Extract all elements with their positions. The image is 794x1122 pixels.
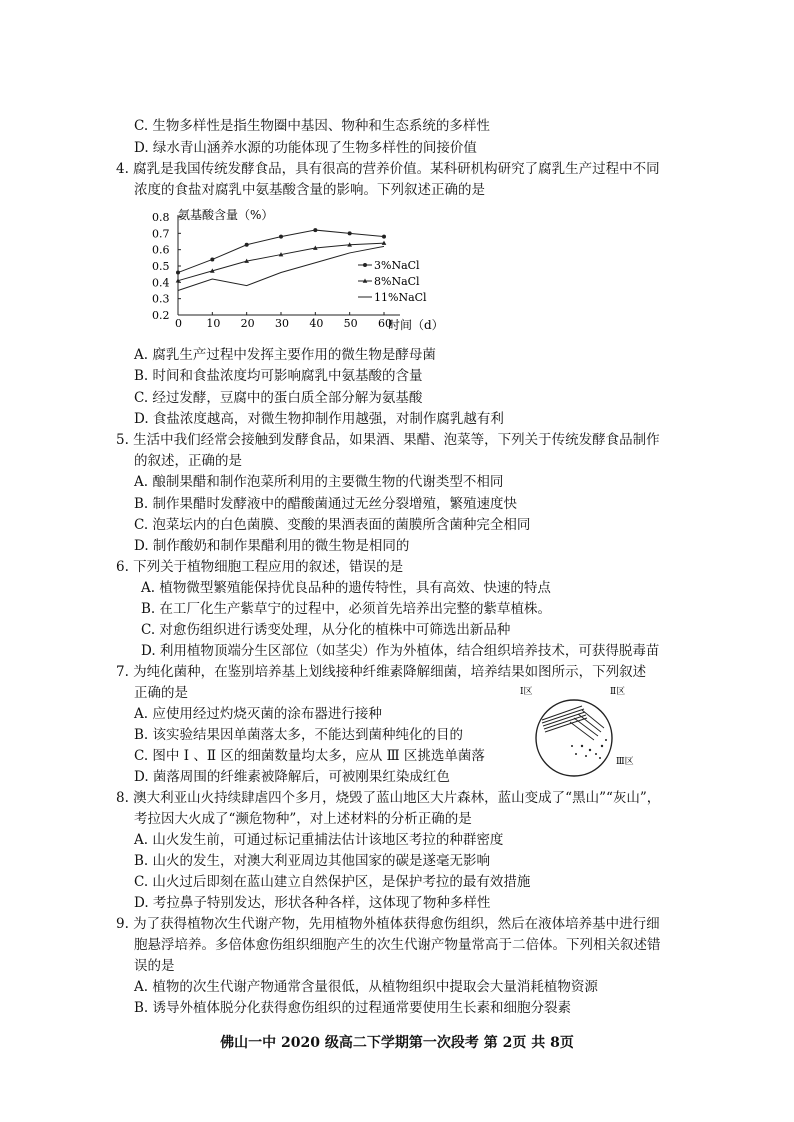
text-line: 7. 为纯化菌种，在鉴别培养基上划线接种纤维素降解细菌，培养结果如图所示，下列叙述 — [116, 664, 647, 680]
data-point — [279, 235, 283, 239]
text-line: 考拉因大火成了“濒危物种”，对上述材料的分析正确的是 — [134, 811, 472, 827]
chart-ylabel: 氨基酸含量（%） — [178, 208, 274, 222]
text-line: 9. 为了获得植物次生代谢产物，先用植物外植体获得愈伤组织，然后在液体培养基中进行细 — [116, 916, 660, 932]
data-point — [382, 235, 386, 239]
text-line: A. 山火发生前，可通过标记重捕法估计该地区考拉的种群密度 — [134, 832, 504, 848]
text-line: D. 考拉鼻子特别发达，形状各种各样，这体现了物种多样性 — [134, 895, 491, 911]
legend-label: 3%NaCl — [374, 259, 420, 272]
data-point — [210, 257, 214, 261]
series-line-1 — [178, 243, 384, 281]
data-point — [348, 231, 352, 235]
text-line: C. 山火过后即刻在蓝山建立自然保护区，是保护考拉的最有效措施 — [134, 874, 531, 890]
amino-acid-chart — [150, 205, 480, 335]
zone-label-2: Ⅱ区 — [610, 687, 626, 697]
legend-label: 8%NaCl — [374, 275, 420, 288]
x-tick-label: 50 — [343, 317, 358, 330]
text-line: C. 经过发酵，豆腐中的蛋白质全部分解为氨基酸 — [134, 390, 423, 406]
petri-dish-figure — [512, 684, 644, 780]
text-line: 浓度的食盐对腐乳中氨基酸含量的影响。下列叙述正确的是 — [134, 182, 485, 198]
text-line: B. 诱导外植体脱分化获得愈伤组织的过程通常要使用生长素和细胞分裂素 — [134, 1000, 572, 1016]
chart-xlabel: 时间（d） — [388, 318, 444, 332]
y-tick-label: 0.2 — [152, 309, 170, 322]
text-line: C. 对愈伤组织进行诱变处理，从分化的植株中可筛选出新品种 — [141, 622, 511, 638]
dish-outline — [536, 700, 612, 776]
text-line: A. 应使用经过灼烧灭菌的涂布器进行接种 — [134, 706, 382, 722]
text-line: 正确的是 — [134, 685, 188, 701]
text-line: 胞悬浮培养。多倍体愈伤组织细胞产生的次生代谢产物量常高于二倍体。下列相关叙述错 — [134, 937, 661, 953]
x-tick-label: 0 — [175, 317, 182, 330]
text-line: 8. 澳大利亚山火持续肆虐四个多月，烧毁了蓝山地区大片森林，蓝山变成了“黑山”“灰山”， — [116, 790, 661, 806]
text-line: C. 泡菜坛内的白色菌膜、变酸的果酒表面的菌膜所含菌种完全相同 — [134, 517, 531, 533]
text-line: D. 利用植物顶端分生区部位（如茎尖）作为外植体，结合组织培养技术，可获得脱毒苗 — [141, 643, 660, 659]
text-line: A. 酿制果醋和制作泡菜所利用的主要微生物的代谢类型不相同 — [134, 474, 504, 490]
single-colonies — [571, 739, 607, 759]
text-line: B. 制作果醋时发酵液中的醋酸菌通过无丝分裂增殖，繁殖速度快 — [134, 496, 518, 512]
text-line: 误的是 — [134, 958, 175, 974]
text-line: C. 生物多样性是指生物圈中基因、物种和生态系统的多样性 — [134, 118, 490, 134]
text-line: B. 山火的发生，对澳大利亚周边其他国家的碳是遂毫无影响 — [134, 853, 491, 869]
y-tick-label: 0.8 — [152, 211, 170, 224]
zone-label-3: Ⅲ区 — [616, 757, 634, 767]
text-line: B. 在工厂化生产紫草宁的过程中，必须首先培养出完整的紫草植株。 — [141, 601, 552, 617]
y-tick-label: 0.4 — [152, 276, 170, 290]
text-line: A. 植物微型繁殖能保持优良品种的遗传特性，具有高效、快速的特点 — [141, 580, 551, 596]
text-line: B. 时间和食盐浓度均可影响腐乳中氨基酸的含量 — [134, 368, 423, 384]
text-line: D. 菌落周围的纤维素被降解后，可被刚果红染成红色 — [134, 769, 450, 785]
x-tick-label: 60 — [378, 317, 392, 330]
y-tick-label: 0.3 — [152, 292, 170, 306]
text-line: D. 食盐浓度越高，对微生物抑制作用越强，对制作腐乳越有利 — [134, 411, 504, 427]
data-point — [245, 243, 249, 247]
text-line: D. 绿水青山涵养水源的功能体现了生物多样性的间接价值 — [134, 140, 477, 156]
x-tick-label: 10 — [206, 317, 221, 330]
text-line: A. 植物的次生代谢产物通常含量很低，从植物组织中提取会大量消耗植物资源 — [134, 979, 598, 995]
x-tick-label: 30 — [275, 317, 289, 330]
legend-label: 11%NaCl — [374, 291, 427, 304]
y-tick-label: 0.5 — [152, 260, 170, 273]
text-line: A. 腐乳生产过程中发挥主要作用的微生物是酵母菌 — [134, 347, 436, 363]
text-line: 6. 下列关于植物细胞工程应用的叙述，错误的是 — [116, 559, 404, 575]
text-line: B. 该实验结果因单菌落太多，不能达到菌种纯化的目的 — [134, 727, 464, 743]
page-footer: 佛山一中 2020 级高二下学期第一次段考 第 2页 共 8页 — [220, 1035, 574, 1051]
y-tick-label: 0.6 — [152, 243, 170, 257]
y-tick-label: 0.7 — [152, 227, 170, 241]
text-line: 的叙述，正确的是 — [134, 453, 242, 469]
data-point — [176, 271, 180, 275]
streak-zone-2 — [570, 710, 604, 740]
x-tick-label: 20 — [240, 317, 255, 330]
legend-marker — [363, 263, 367, 267]
text-line: D. 制作酸奶和制作果醋利用的微生物是相同的 — [134, 538, 410, 554]
zone-label-1: Ⅰ区 — [520, 687, 533, 697]
text-line: C. 图中 Ⅰ 、Ⅱ 区的细菌数量均太多，应从 Ⅲ 区挑选单菌落 — [134, 748, 485, 764]
data-point — [313, 228, 317, 232]
text-line: 5. 生活中我们经常会接触到发酵食品，如果酒、果醋、泡菜等，下列关于传统发酵食品制作 — [116, 432, 660, 448]
text-line: 4. 腐乳是我国传统发酵食品，具有很高的营养价值。某科研机构研究了腐乳生产过程中不同 — [116, 161, 660, 177]
x-tick-label: 40 — [309, 317, 324, 330]
